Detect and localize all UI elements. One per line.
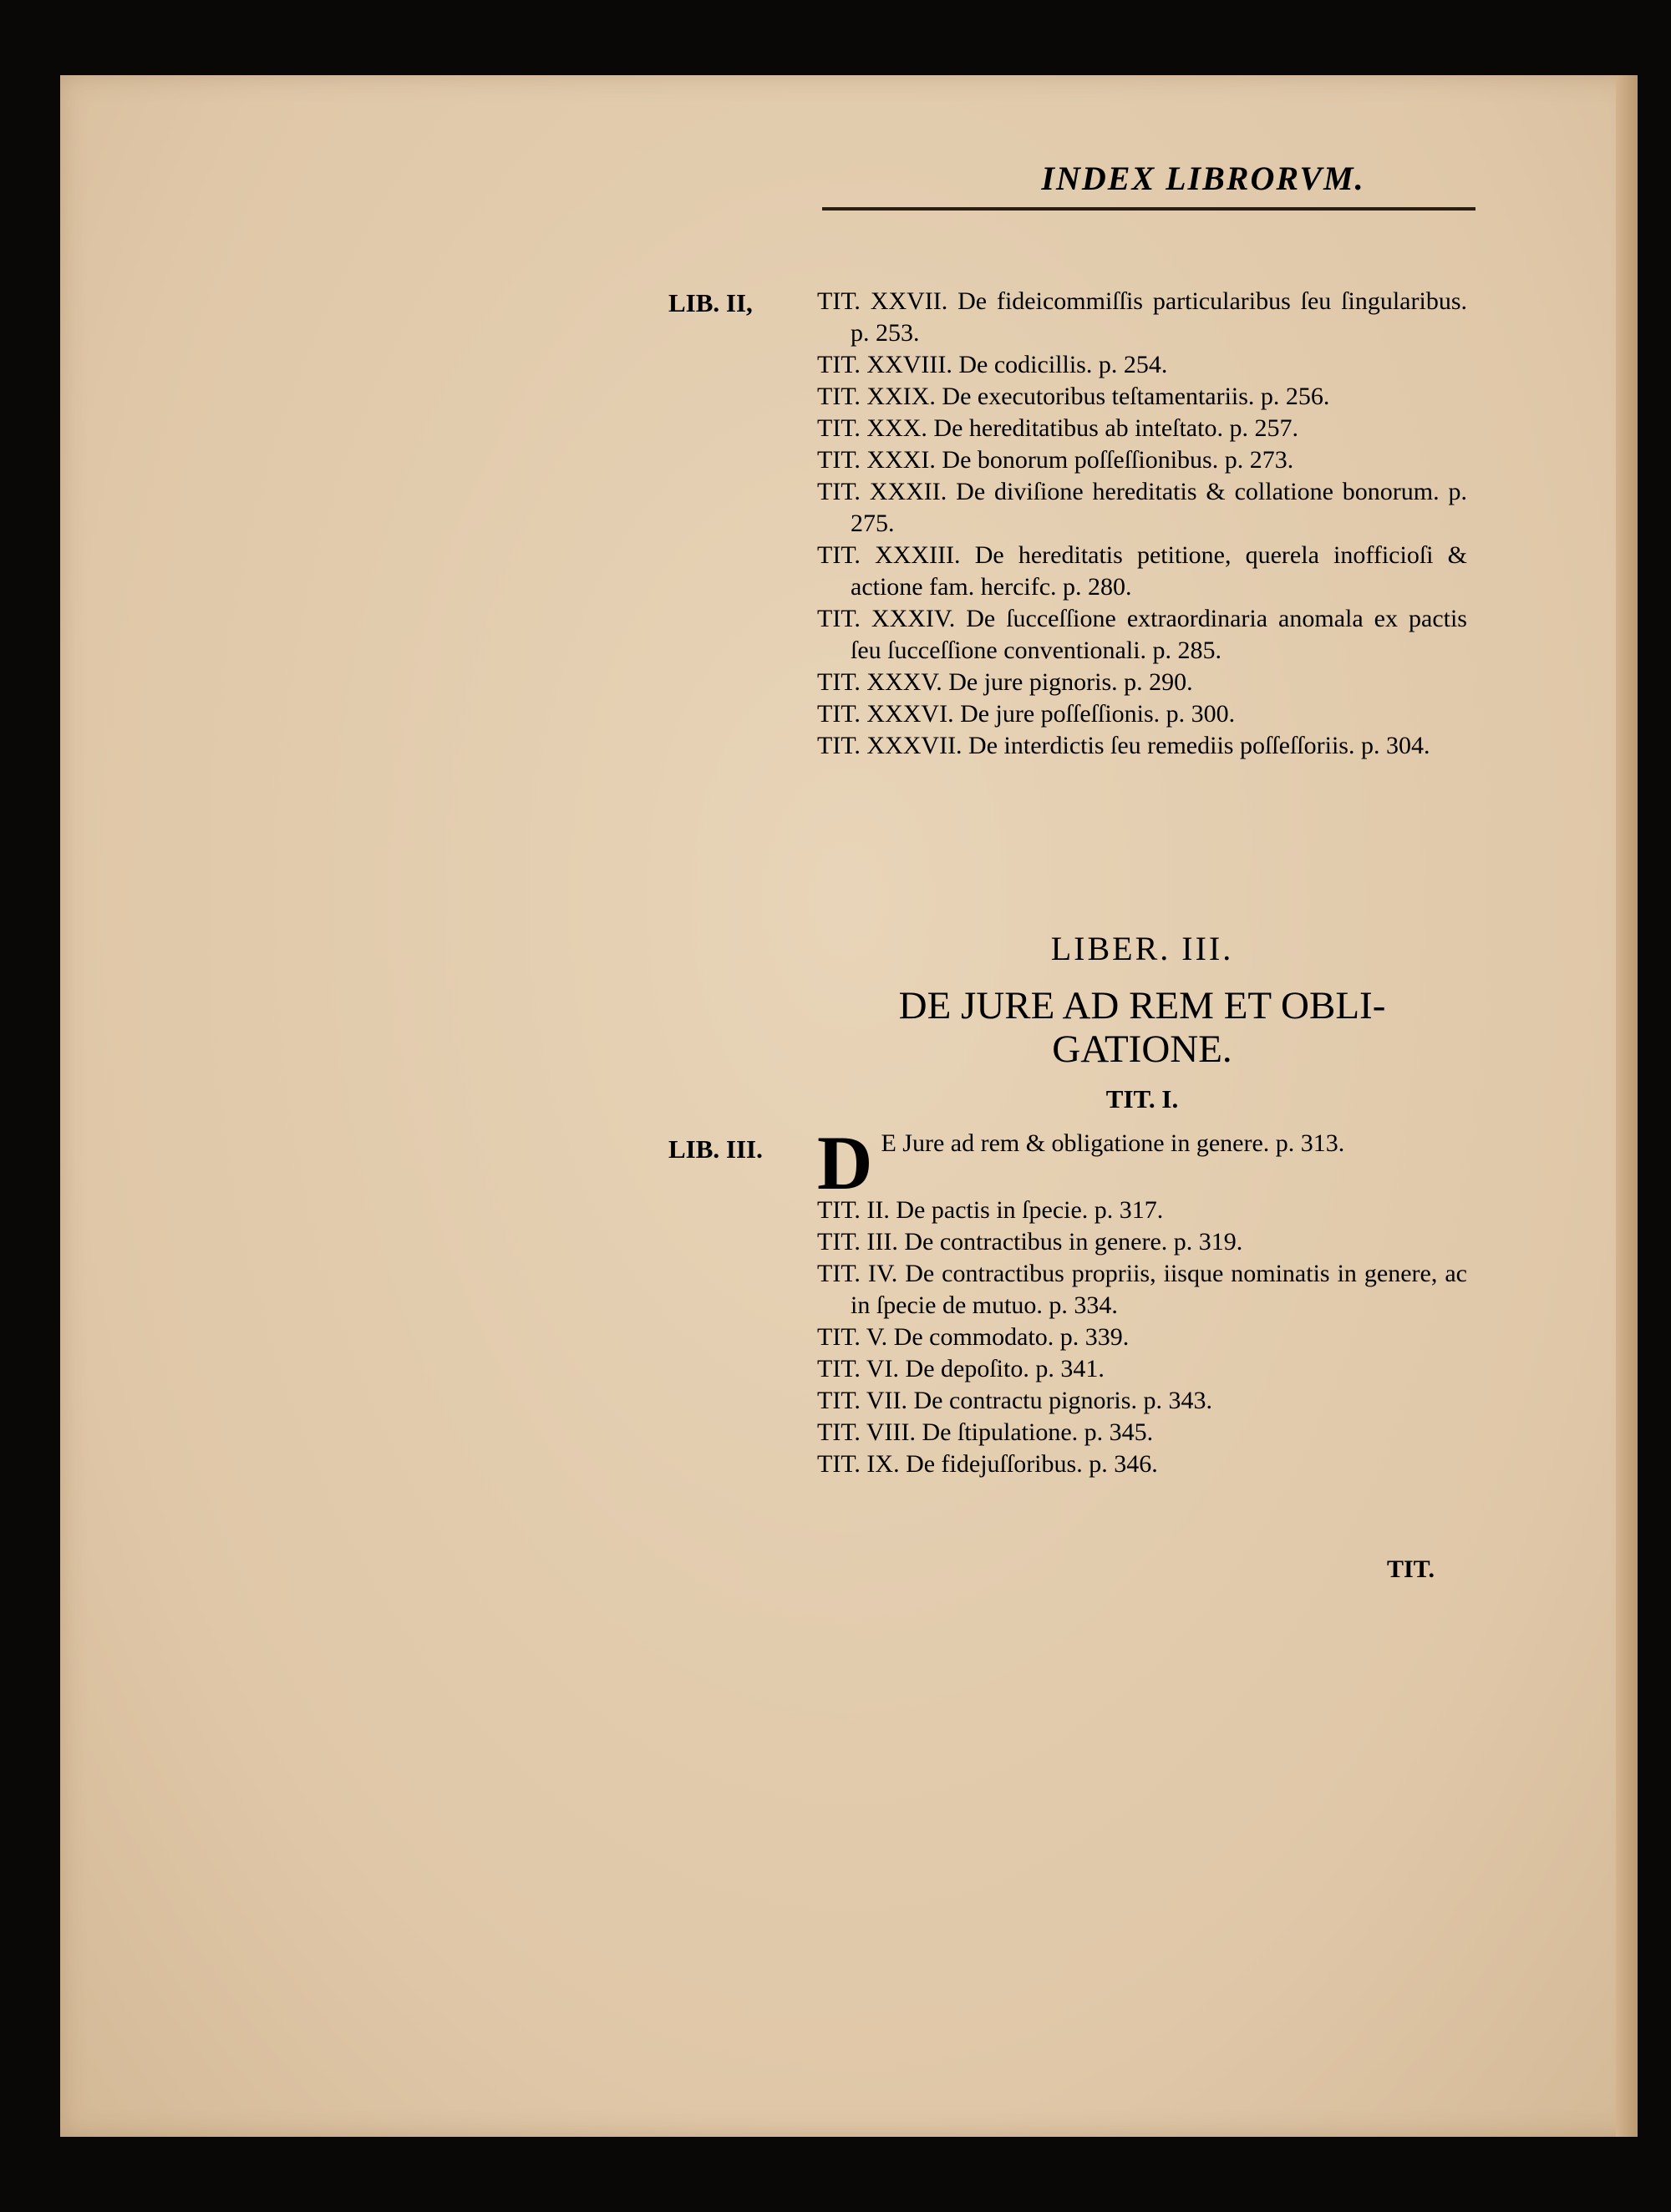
index-entry: TIT. II. De pactis in ſpecie. p. 317. — [817, 1196, 1164, 1224]
index-entry: TIT. XXVII. De fideicommiſſis particularibus ſeu ſingularibus. p. 253. — [817, 287, 1467, 347]
section-title — [817, 984, 1467, 1071]
drop-cap: D — [817, 1120, 873, 1205]
index-entry: TIT. XXXV. De jure pignoris. p. 290. — [817, 668, 1193, 696]
index-entry: TIT. V. De commodato. p. 339. — [817, 1323, 1130, 1351]
index-entry: TIT. VIII. De ſtipulatione. p. 345. — [817, 1418, 1154, 1446]
catchword: TIT. — [1387, 1555, 1435, 1583]
index-entry: TIT. IV. De contractibus propriis, iisque nominatis in genere, ac in ſpecie de mutuo. p. 334. — [817, 1260, 1467, 1319]
index-entry: TIT. XXXVI. De jure poſſeſſionis. p. 300. — [817, 700, 1236, 728]
first-entry-text: E Jure ad rem & obligatione in genere. p. 313. — [881, 1129, 1345, 1157]
entries-lib-3 — [817, 1195, 1467, 1480]
index-entry: TIT. XXX. De hereditatibus ab inteſtato. p. 257. — [817, 414, 1298, 442]
header-rule — [822, 207, 1475, 211]
section-title-line: GATIONE. — [1052, 1027, 1232, 1071]
liber-heading: LIBER. III. — [1050, 930, 1234, 967]
index-entry: TIT. VII. De contractu pignoris. p. 343. — [817, 1387, 1212, 1414]
index-entry: TIT. XXIX. De executoribus teſtamentariis. p. 256. — [817, 383, 1330, 410]
index-entry: TIT. XXXIII. De hereditatis petitione, querela inofficioſi & actione fam. hercifc. p. 280. — [817, 541, 1467, 601]
page-edge-shadow — [1616, 75, 1638, 2137]
running-head: INDEX LIBRORVM. — [1041, 160, 1365, 197]
index-entry: TIT. XXVIII. De codicillis. p. 254. — [817, 351, 1168, 378]
index-entry: TIT. XXXIV. De ſucceſſione extraordinaria anomala ex pactis ſeu ſucceſſione conventionali. p. 285. — [817, 605, 1467, 664]
tit-heading: TIT. I. — [1105, 1084, 1179, 1114]
first-entry — [817, 1120, 1467, 1205]
margin-note-lib-3: LIB. III. — [668, 1134, 763, 1164]
index-entry: TIT. XXXVII. De interdictis ſeu remediis poſſeſſoriis. p. 304. — [817, 732, 1430, 759]
index-entry: TIT. VI. De depoſito. p. 341. — [817, 1355, 1105, 1382]
index-entry: TIT. XXXII. De diviſione hereditatis & collatione bonorum. p. 275. — [817, 478, 1467, 537]
index-entry: TIT. III. De contractibus in genere. p. 319. — [817, 1228, 1243, 1256]
index-entry: TIT. XXXI. De bonorum poſſeſſionibus. p. 273. — [817, 446, 1294, 474]
section-title-line: DE JURE AD REM ET OBLI- — [898, 984, 1386, 1027]
entries-lib-2 — [817, 286, 1467, 762]
margin-note-lib-2: LIB. II, — [668, 288, 753, 317]
index-entry: TIT. IX. De fidejuſſoribus. p. 346. — [817, 1450, 1158, 1478]
